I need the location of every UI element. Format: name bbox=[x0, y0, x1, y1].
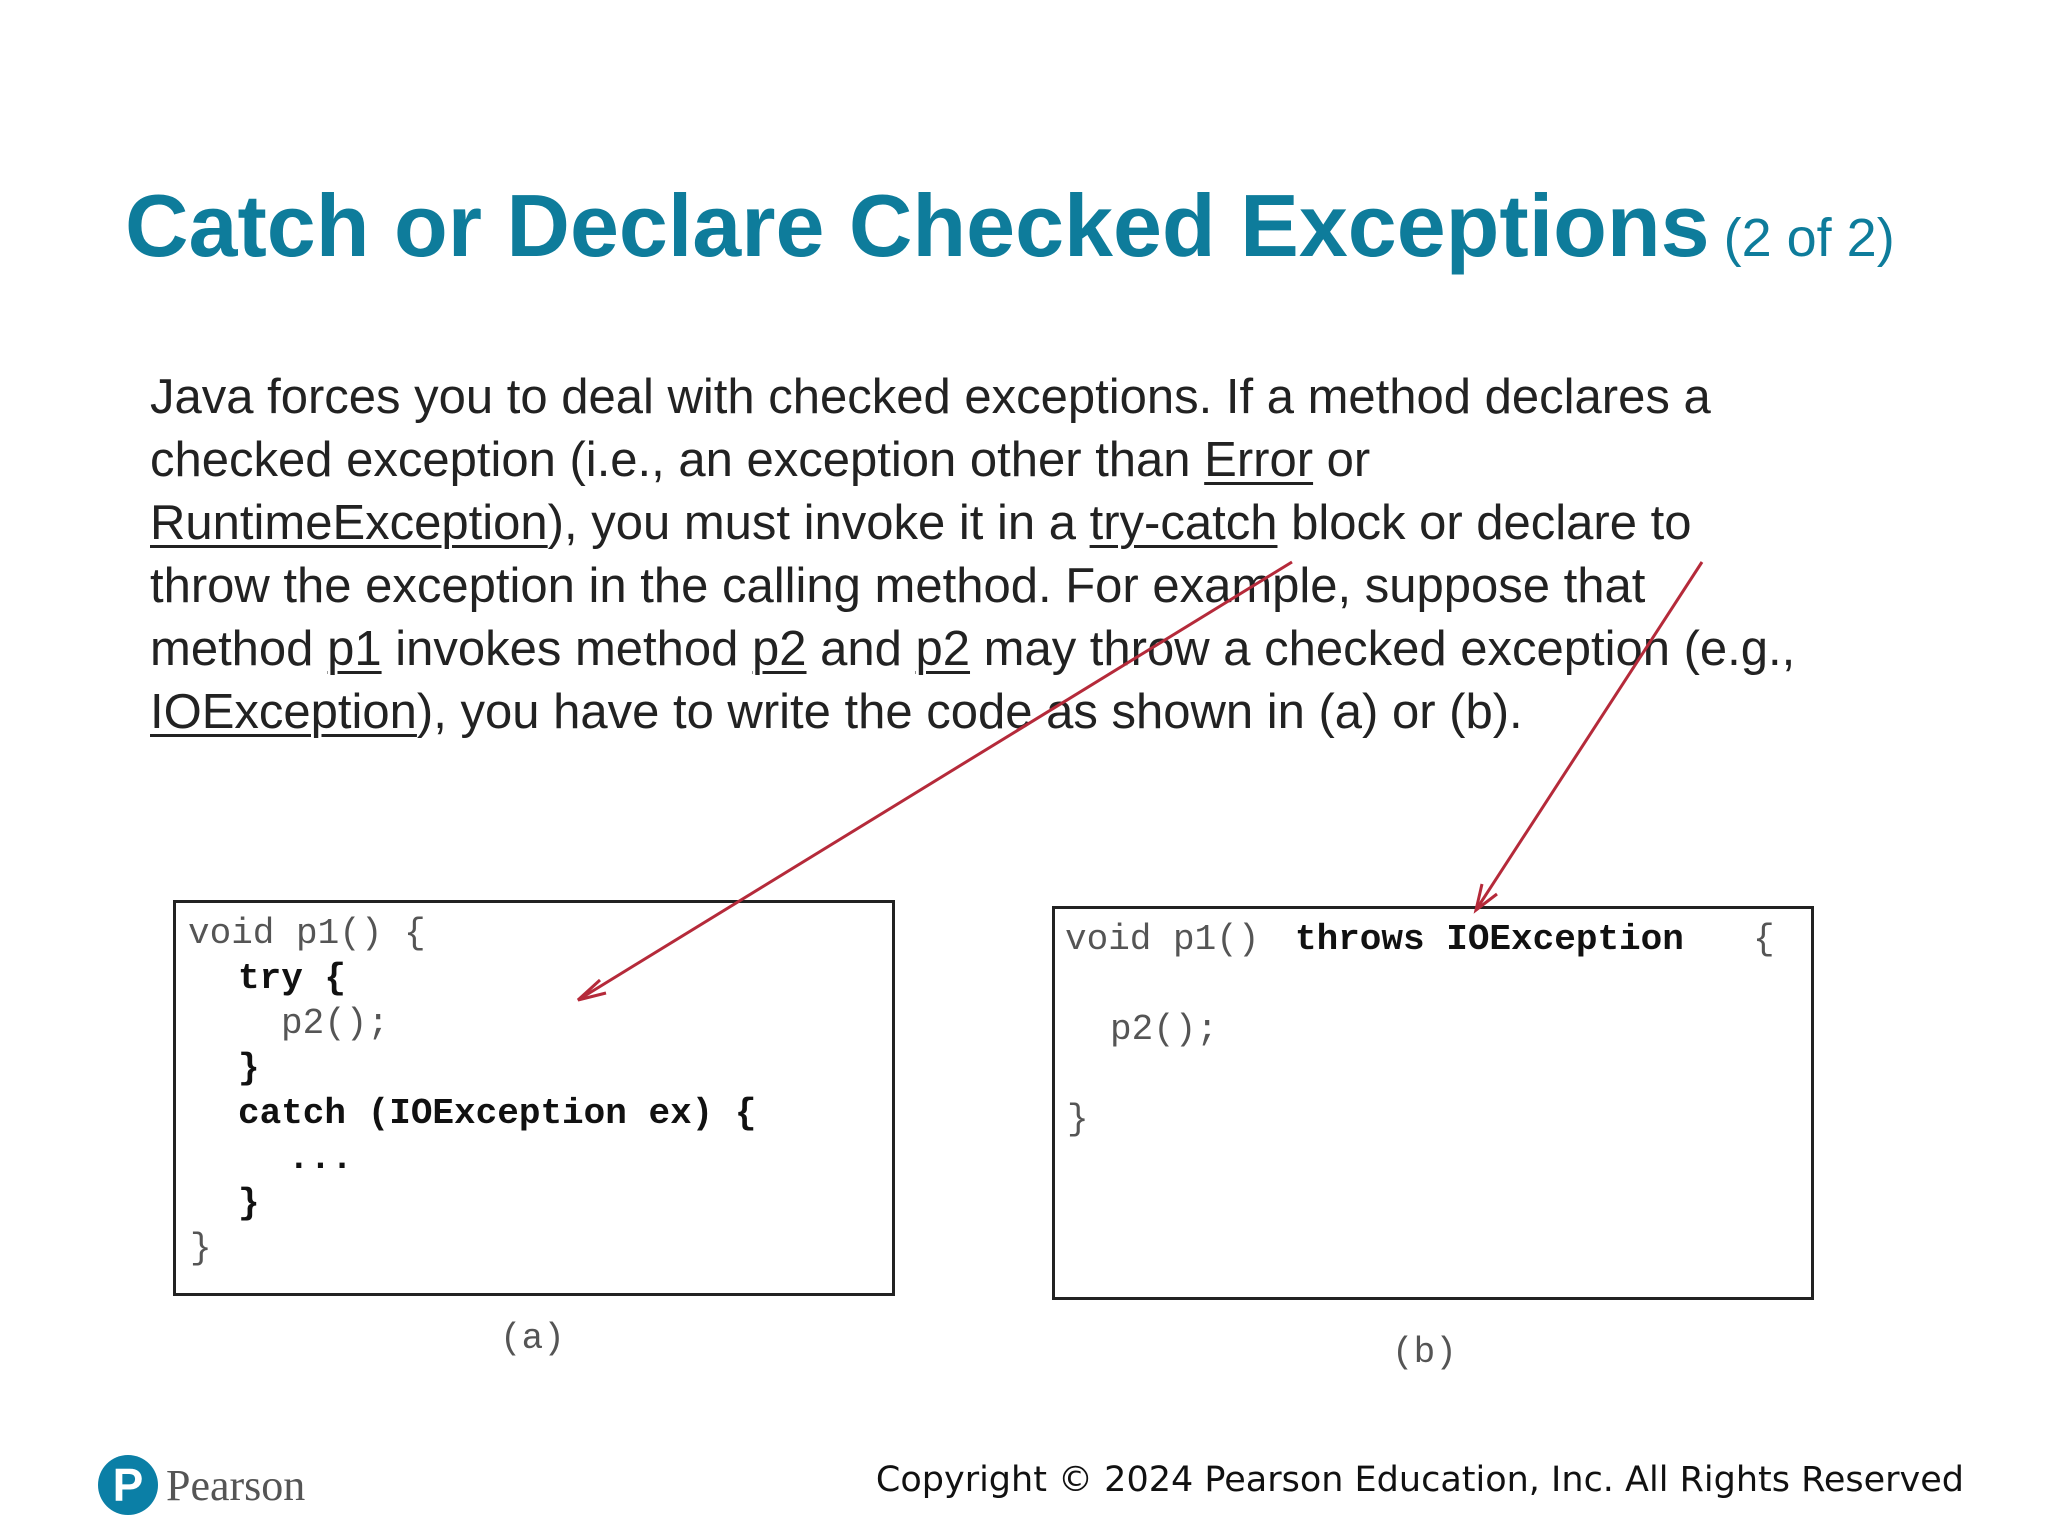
pearson-logo-text: Pearson bbox=[166, 1460, 306, 1510]
title-text: Catch or Declare Checked Exceptions bbox=[125, 176, 1710, 275]
p2-term: p2 bbox=[752, 622, 807, 676]
try-catch-term: try-catch bbox=[1089, 496, 1278, 550]
code-line: void p1() bbox=[1065, 919, 1260, 960]
code-box-b bbox=[1052, 906, 1814, 1300]
body-text-segment: may throw a checked exception (e.g., bbox=[970, 622, 1796, 676]
code-box-a bbox=[173, 900, 895, 1296]
code-line: void p1() { bbox=[188, 913, 426, 954]
body-text-segment: method bbox=[150, 622, 328, 676]
title-suffix: (2 of 2) bbox=[1723, 208, 1895, 268]
code-line: } bbox=[190, 1228, 212, 1269]
code-line: throws IOException bbox=[1295, 919, 1684, 960]
body-paragraph bbox=[150, 366, 1930, 744]
body-line-1: Java forces you to deal with checked exceptions. If a method declares a bbox=[150, 370, 1711, 424]
code-line: p2(); bbox=[281, 1003, 390, 1044]
pearson-logo-mark bbox=[98, 1455, 158, 1515]
body-line-5 bbox=[150, 618, 1930, 681]
copyright-footer: Copyright © 2024 Pearson Education, Inc. All Rights Reserved bbox=[875, 1460, 1964, 1500]
body-text-segment: block or declare to bbox=[1277, 496, 1692, 550]
code-line: catch (IOException ex) { bbox=[238, 1093, 757, 1134]
body-text-segment: ), you have to write the code as shown in (a) or (b). bbox=[416, 685, 1523, 739]
slide-title bbox=[125, 175, 1895, 277]
code-line: } bbox=[1067, 1099, 1089, 1140]
body-line-3 bbox=[150, 492, 1930, 555]
code-line: } bbox=[238, 1048, 260, 1089]
runtimeexception-term: RuntimeException bbox=[150, 496, 548, 550]
body-line-4: throw the exception in the calling method. For example, suppose that bbox=[150, 559, 1646, 613]
code-line: ... bbox=[288, 1138, 353, 1179]
body-line-6 bbox=[150, 681, 1930, 744]
body-text-segment: and bbox=[806, 622, 916, 676]
logo-letter: P bbox=[112, 1459, 144, 1511]
code-line: } bbox=[238, 1183, 260, 1224]
code-line: try { bbox=[238, 958, 347, 999]
caption-a: (a) bbox=[500, 1318, 565, 1359]
p1-term: p1 bbox=[327, 622, 382, 676]
body-text-segment: checked exception (i.e., an exception other than bbox=[150, 433, 1205, 487]
ioexception-term: IOException bbox=[150, 685, 417, 739]
error-term: Error bbox=[1204, 433, 1314, 487]
body-text-segment: ), you must invoke it in a bbox=[547, 496, 1090, 550]
pearson-logo bbox=[98, 1455, 305, 1515]
body-line-2 bbox=[150, 429, 1930, 492]
body-text-segment: or bbox=[1313, 433, 1371, 487]
caption-b: (b) bbox=[1392, 1332, 1457, 1373]
code-line: p2(); bbox=[1110, 1009, 1219, 1050]
p2-term: p2 bbox=[915, 622, 971, 676]
code-line: { bbox=[1753, 919, 1775, 960]
body-text-segment: invokes method bbox=[381, 622, 752, 676]
